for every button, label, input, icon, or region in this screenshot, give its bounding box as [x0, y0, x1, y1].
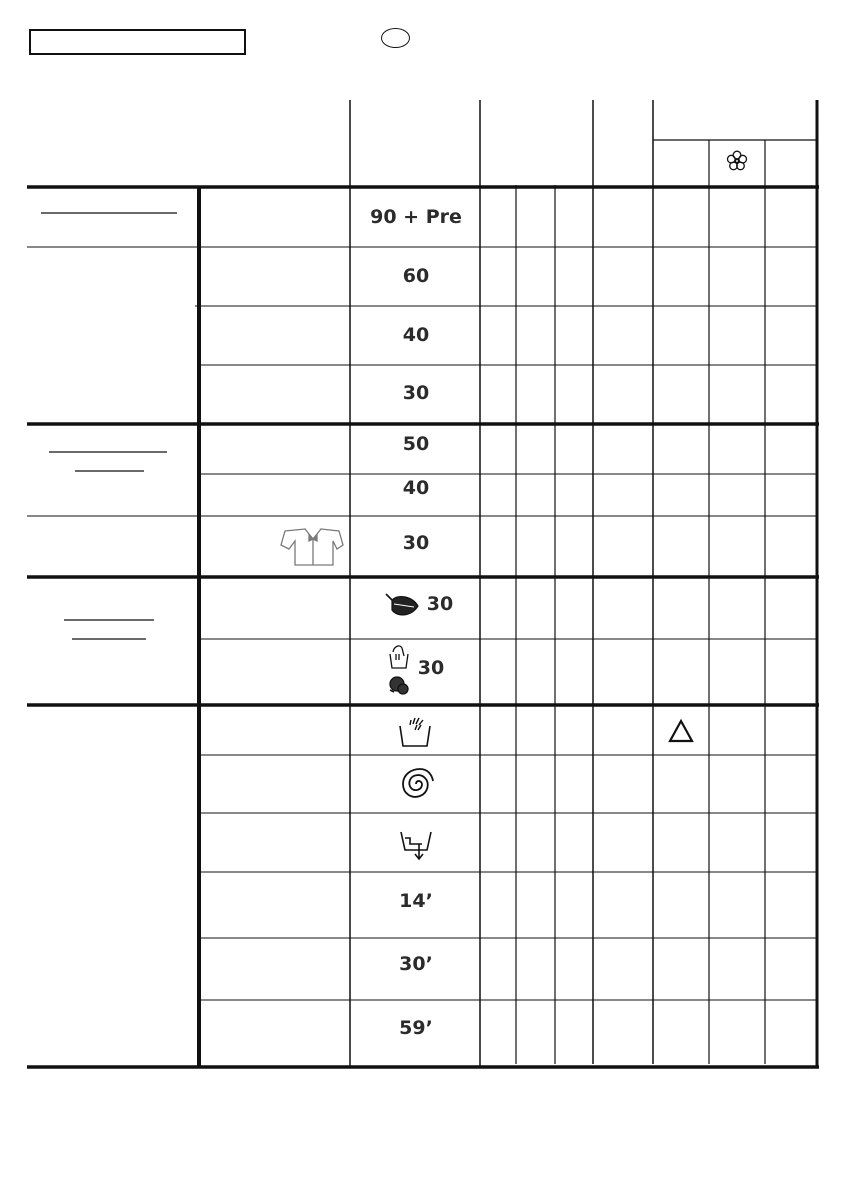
- program-time: 14’: [399, 890, 433, 912]
- program-temp: 30: [402, 382, 430, 404]
- program-temp: 90 + Pre: [370, 206, 462, 228]
- flower-softener-icon: [728, 151, 747, 170]
- program-time: 30’: [399, 953, 433, 975]
- program-temp: 30: [426, 593, 454, 615]
- program-temp: 30: [417, 657, 445, 679]
- rinse-tub-icon: [400, 718, 430, 746]
- program-temp: 40: [402, 477, 430, 499]
- program-temp: 50: [402, 433, 430, 455]
- triangle-bleach-icon: [670, 721, 692, 741]
- spin-spiral-icon: [403, 769, 433, 797]
- program-temp: 30: [402, 532, 430, 554]
- handwash-wool-icon: [390, 646, 408, 694]
- feather-icon: [386, 594, 418, 615]
- shirt-icon: [281, 529, 343, 565]
- drain-tub-icon: [401, 832, 431, 859]
- program-time: 59’: [399, 1017, 433, 1039]
- program-temp: 40: [402, 324, 430, 346]
- program-temp: 60: [402, 265, 430, 287]
